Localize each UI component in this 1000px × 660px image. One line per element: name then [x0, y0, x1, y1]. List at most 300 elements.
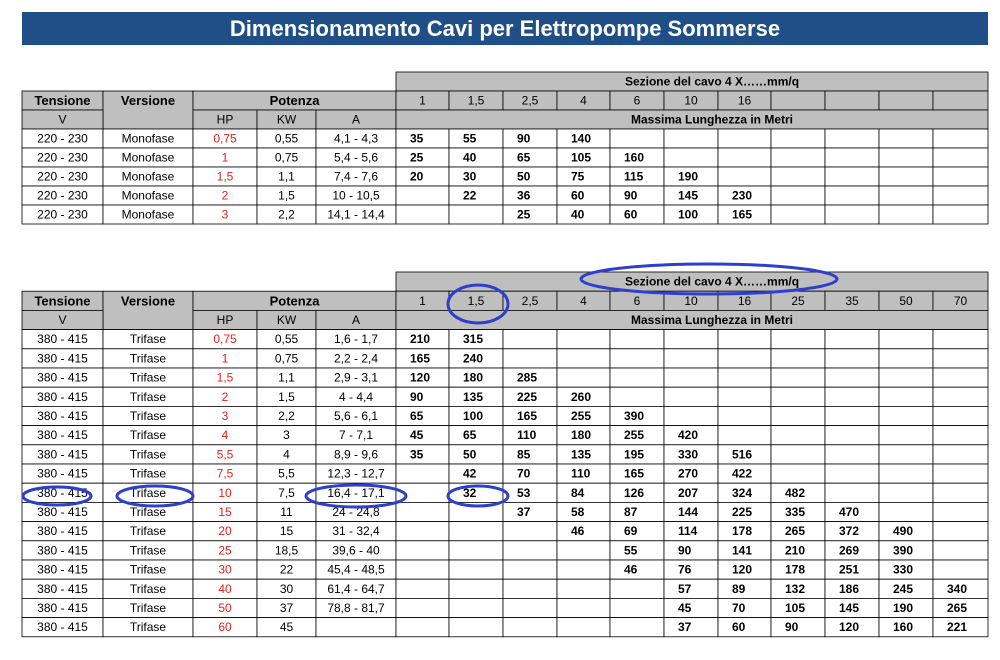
max-length-value: 120	[410, 370, 431, 385]
table-cell	[933, 368, 988, 387]
hp-value: 2	[221, 188, 229, 203]
table-cell	[825, 148, 879, 167]
max-length-value: 422	[732, 466, 753, 481]
table-cell	[825, 368, 879, 387]
tensione-value: 380 - 415	[37, 447, 88, 462]
table-cell	[718, 167, 771, 186]
max-length-value: 420	[678, 428, 699, 443]
table-cell	[933, 349, 988, 368]
table-cell	[449, 579, 503, 598]
versione-value: Trifase	[129, 543, 167, 558]
max-length-value: 65	[517, 150, 531, 165]
max-length-value: 178	[785, 562, 806, 577]
table-cell	[316, 618, 396, 637]
max-length-value: 190	[678, 169, 699, 184]
table-cell	[449, 618, 503, 637]
table-cell	[933, 186, 988, 205]
table-cell	[449, 522, 503, 541]
kw-value: 11	[280, 505, 293, 519]
max-length-value: 87	[624, 505, 638, 519]
table-cell	[771, 205, 825, 224]
max-length-value: 330	[678, 447, 699, 462]
cable-size-label: 6	[633, 293, 641, 308]
max-length-value: 126	[624, 485, 645, 500]
table-cell	[879, 406, 933, 425]
kw-value: 4	[283, 447, 290, 462]
table-cell	[557, 541, 610, 560]
table-cell	[771, 349, 825, 368]
kw-value: 37	[279, 601, 294, 615]
table-cell	[933, 129, 988, 148]
max-length-value: 120	[839, 620, 860, 635]
versione-value: Trifase	[129, 581, 167, 596]
kw-value: 15	[279, 524, 294, 539]
versione-value: Monofase	[121, 207, 175, 222]
table-cell	[825, 186, 879, 205]
versione-value: Trifase	[129, 351, 167, 366]
table-cell	[879, 464, 933, 483]
max-length-value: 135	[571, 447, 592, 462]
cable-size-label: 1	[419, 293, 426, 308]
ampere-value: 12,3 - 12,7	[327, 466, 385, 481]
kw-value: 45	[279, 620, 294, 635]
tensione-value: 380 - 415	[37, 466, 88, 481]
max-length-value: 90	[678, 543, 692, 558]
table-cell	[503, 579, 557, 598]
max-length-value: 32	[463, 485, 477, 500]
ampere-value: 39,6 - 40	[332, 543, 380, 558]
max-length-value: 330	[893, 562, 914, 577]
max-length-value: 105	[571, 150, 592, 165]
table-cell	[718, 129, 771, 148]
table-cell	[449, 205, 503, 224]
max-length-value: 36	[517, 188, 531, 203]
max-length-value: 22	[463, 188, 477, 203]
cable-size-label: 10	[684, 93, 698, 108]
versione-value: Monofase	[121, 188, 175, 203]
potenza-header: Potenza	[269, 293, 320, 309]
table-cell	[557, 598, 610, 617]
table-cell	[933, 406, 988, 425]
table-cell	[396, 464, 449, 483]
table-cell	[664, 406, 718, 425]
table-cell	[771, 330, 825, 349]
table-cell	[664, 387, 718, 406]
max-length-value: 516	[732, 447, 753, 462]
tensione-value: 380 - 415	[37, 485, 88, 500]
max-length-value: 76	[678, 562, 692, 577]
table-cell	[825, 349, 879, 368]
max-length-value: 40	[463, 150, 477, 165]
table-cell	[396, 560, 449, 579]
table-cell	[557, 349, 610, 368]
tensione-value: 220 - 230	[37, 207, 88, 222]
unit-a-label: A	[351, 112, 361, 127]
table-cell	[610, 330, 664, 349]
table-cell	[449, 541, 503, 560]
table-cell	[879, 129, 933, 148]
tensione-value: 380 - 415	[37, 524, 88, 539]
table-cell	[825, 464, 879, 483]
table-cell	[718, 406, 771, 425]
max-length-value: 160	[893, 620, 914, 635]
hp-value: 60	[218, 620, 232, 635]
max-length-value: 210	[785, 543, 806, 558]
table-cell	[610, 349, 664, 368]
table-cell	[879, 387, 933, 406]
max-length-value: 110	[571, 466, 591, 481]
max-length-value: 45	[678, 601, 692, 615]
max-length-value: 225	[732, 505, 753, 519]
max-length-value: 85	[517, 447, 531, 462]
tensione-value: 380 - 415	[37, 428, 88, 443]
max-length-value: 75	[571, 169, 585, 184]
tensione-value: 380 - 415	[37, 581, 88, 596]
cable-size-header-cell	[933, 91, 988, 110]
max-length-value: 30	[463, 169, 477, 184]
max-length-value: 65	[410, 409, 424, 423]
unit-kw-label: KW	[276, 313, 297, 327]
versione-value: Trifase	[129, 620, 167, 635]
tensione-value: 380 - 415	[37, 543, 88, 558]
max-length-value: 390	[624, 409, 645, 423]
max-length-value: 89	[732, 581, 746, 596]
table-cell	[718, 426, 771, 445]
kw-value: 1,1	[278, 169, 295, 184]
table-cell	[664, 148, 718, 167]
cable-size-label: 10	[684, 293, 698, 308]
table-cell	[610, 598, 664, 617]
cable-size-label: 1,5	[467, 93, 485, 108]
versione-value: Trifase	[129, 428, 167, 443]
kw-value: 1,5	[278, 188, 295, 203]
table-cell	[879, 502, 933, 521]
max-length-value: 145	[839, 601, 860, 615]
max-length-value: 100	[463, 409, 484, 423]
table-cell	[771, 148, 825, 167]
max-length-value: 45	[410, 428, 424, 443]
table-cell	[771, 426, 825, 445]
max-length-value: 285	[517, 370, 538, 385]
max-length-value: 60	[571, 188, 585, 203]
max-length-value: 165	[624, 466, 645, 481]
table-cell	[396, 598, 449, 617]
table-cell	[879, 330, 933, 349]
ampere-value: 2,2 - 2,4	[333, 351, 379, 366]
table-cell	[771, 445, 825, 464]
versione-value: Trifase	[129, 485, 167, 500]
ampere-value: 10 - 10,5	[332, 188, 380, 203]
hp-value: 2	[221, 389, 229, 404]
hp-value: 50	[218, 601, 232, 615]
table-cell	[396, 205, 449, 224]
table-cell	[664, 330, 718, 349]
max-length-value: 145	[678, 188, 699, 203]
hp-value: 30	[218, 562, 232, 577]
table-cell	[933, 167, 988, 186]
table-cell	[503, 522, 557, 541]
ampere-value: 4 - 4,4	[338, 389, 374, 404]
table-cell	[825, 129, 879, 148]
max-length-value: 335	[785, 505, 806, 519]
ampere-value: 31 - 32,4	[332, 524, 380, 539]
max-length-value: 270	[678, 466, 699, 481]
table-cell	[879, 426, 933, 445]
table-cell	[503, 618, 557, 637]
max-length-value: 60	[732, 620, 746, 635]
max-length-value: 58	[571, 505, 585, 519]
hp-value: 1,5	[216, 370, 234, 385]
hp-value: 1,5	[216, 169, 234, 184]
table-cell	[825, 387, 879, 406]
table-cell	[557, 330, 610, 349]
versione-value: Trifase	[129, 562, 167, 577]
max-length-value: 470	[839, 505, 860, 519]
max-length-value: 115	[624, 169, 644, 184]
max-length-value: 207	[678, 485, 699, 500]
max-length-value: 186	[839, 581, 860, 596]
cable-size-label: 25	[791, 293, 805, 308]
table-cell	[825, 426, 879, 445]
cable-size-label: 35	[845, 293, 859, 308]
ampere-value: 45,4 - 48,5	[327, 562, 385, 577]
table-cell	[718, 330, 771, 349]
ampere-value: 16,4 - 17,1	[327, 485, 385, 500]
table-cell	[557, 368, 610, 387]
table-cell	[718, 368, 771, 387]
max-length-value: 265	[785, 524, 806, 539]
max-length-value: 42	[463, 466, 477, 481]
hp-value: 25	[218, 543, 232, 558]
max-length-value: 114	[678, 524, 698, 539]
table-cell	[879, 483, 933, 502]
table-cell	[557, 618, 610, 637]
ampere-value: 5,4 - 5,6	[333, 150, 379, 165]
table-cell	[449, 560, 503, 579]
table-cell	[503, 349, 557, 368]
max-length-value: 255	[624, 428, 645, 443]
hp-value: 0,75	[213, 332, 237, 347]
max-length-value: 90	[785, 620, 799, 635]
max-length-value: 165	[517, 409, 538, 423]
max-length-value: 70	[732, 601, 746, 615]
table-cell	[664, 349, 718, 368]
max-length-value: 195	[624, 447, 645, 462]
cable-size-header-cell	[825, 91, 879, 110]
section-header-label: Sezione del cavo 4 X……mm/q	[624, 74, 800, 89]
hp-value: 15	[218, 505, 232, 519]
tensione-header: Tensione	[34, 293, 91, 309]
tensione-value: 380 - 415	[37, 505, 88, 519]
max-length-value: 35	[410, 447, 424, 462]
table-cell	[825, 483, 879, 502]
potenza-header: Potenza	[269, 93, 320, 108]
kw-value: 2,2	[278, 409, 295, 423]
max-length-value: 269	[839, 543, 860, 558]
max-length-value: 255	[571, 409, 592, 423]
versione-value: Trifase	[129, 524, 167, 539]
max-length-value: 135	[463, 389, 484, 404]
max-length-value: 265	[947, 601, 968, 615]
unit-hp-label: HP	[216, 112, 234, 127]
table-cell	[664, 129, 718, 148]
cable-size-label: 2,5	[521, 293, 539, 308]
max-length-value: 324	[732, 485, 753, 500]
table-cell	[771, 464, 825, 483]
max-length-value: 84	[571, 485, 585, 500]
table-cell	[879, 368, 933, 387]
max-length-value: 230	[732, 188, 753, 203]
table-cell	[933, 522, 988, 541]
table-cell	[933, 483, 988, 502]
ampere-value: 2,9 - 3,1	[333, 370, 379, 385]
hp-value: 7,5	[216, 466, 234, 481]
max-length-value: 100	[678, 207, 699, 222]
section-header-label: Sezione del cavo 4 X……mm/q	[624, 274, 800, 289]
table-cell	[933, 205, 988, 224]
kw-value: 1,1	[278, 370, 295, 385]
max-length-value: 20	[410, 169, 424, 184]
max-length-value: 240	[463, 351, 484, 366]
table-cell	[879, 445, 933, 464]
max-length-value: 46	[624, 562, 638, 577]
hp-value: 1	[221, 150, 229, 165]
ampere-value: 7 - 7,1	[338, 428, 374, 443]
kw-value: 0,75	[274, 150, 299, 165]
versione-value: Trifase	[129, 389, 167, 404]
cable-size-label: 16	[737, 293, 752, 308]
table-cell	[610, 368, 664, 387]
max-length-value: 46	[571, 524, 585, 539]
table-cell	[396, 522, 449, 541]
table-cell	[396, 541, 449, 560]
tensione-value: 380 - 415	[37, 562, 88, 577]
table-cell	[933, 330, 988, 349]
table-cell	[933, 541, 988, 560]
max-length-value: 50	[463, 447, 477, 462]
table-cell	[610, 618, 664, 637]
table-cell	[933, 148, 988, 167]
subheader-label: Massima Lunghezza in Metri	[630, 313, 794, 327]
table-cell	[771, 167, 825, 186]
max-length-value: 225	[517, 389, 538, 404]
cable-size-header-cell	[879, 91, 933, 110]
ampere-value: 8,9 - 9,6	[333, 447, 379, 462]
ampere-value: 1,6 - 1,7	[333, 332, 379, 347]
versione-value: Trifase	[129, 447, 167, 462]
table-cell	[879, 349, 933, 368]
page-title: Dimensionamento Cavi per Elettropompe Sommerse	[22, 12, 988, 45]
ampere-value: 4,1 - 4,3	[333, 131, 379, 146]
versione-header: Versione	[120, 93, 176, 108]
ampere-value: 5,6 - 6,1	[333, 409, 379, 423]
table-cell	[879, 186, 933, 205]
versione-value: Trifase	[129, 601, 167, 615]
tensione-value: 380 - 415	[37, 332, 88, 347]
table-cell	[933, 426, 988, 445]
max-length-value: 55	[624, 543, 638, 558]
table-cell	[396, 502, 449, 521]
max-length-value: 120	[732, 562, 753, 577]
tensione-value: 380 - 415	[37, 351, 88, 366]
versione-value: Trifase	[129, 332, 167, 347]
max-length-value: 178	[732, 524, 753, 539]
tensione-value: 380 - 415	[37, 370, 88, 385]
table-cell	[771, 406, 825, 425]
table-cell	[610, 387, 664, 406]
hp-value: 5,5	[216, 447, 234, 462]
max-length-value: 132	[785, 581, 806, 596]
max-length-value: 57	[678, 581, 692, 596]
max-length-value: 50	[517, 169, 531, 184]
table-cell	[825, 406, 879, 425]
table-cell	[610, 129, 664, 148]
max-length-value: 340	[947, 581, 968, 596]
table-cell	[933, 502, 988, 521]
max-length-value: 210	[410, 332, 431, 347]
max-length-value: 53	[517, 485, 531, 500]
table-cell	[503, 330, 557, 349]
max-length-value: 65	[463, 428, 477, 443]
versione-value: Monofase	[121, 150, 175, 165]
max-length-value: 90	[517, 131, 531, 146]
hp-value: 3	[221, 409, 229, 423]
cable-size-label: 70	[953, 293, 968, 308]
table-cell	[610, 579, 664, 598]
tensione-value: 220 - 230	[37, 188, 88, 203]
ampere-value: 14,1 - 14,4	[327, 207, 385, 222]
max-length-value: 40	[571, 207, 585, 222]
max-length-value: 60	[624, 207, 638, 222]
table-cell	[825, 445, 879, 464]
table-cell	[503, 560, 557, 579]
table-cell	[557, 560, 610, 579]
max-length-value: 221	[947, 620, 968, 635]
table-cell	[718, 148, 771, 167]
max-length-value: 140	[571, 131, 592, 146]
kw-value: 1,5	[278, 389, 295, 404]
max-length-value: 55	[463, 131, 477, 146]
table-cell	[825, 330, 879, 349]
max-length-value: 160	[624, 150, 645, 165]
ampere-value: 78,8 - 81,7	[327, 601, 385, 615]
table-cell	[825, 167, 879, 186]
cable-size-label: 50	[899, 293, 913, 308]
cable-size-label: 4	[580, 93, 587, 108]
max-length-value: 37	[517, 505, 531, 519]
kw-value: 0,55	[274, 332, 299, 347]
max-length-value: 141	[732, 543, 753, 558]
max-length-value: 144	[678, 505, 699, 519]
cable-size-label: 4	[580, 293, 587, 308]
tensione-value: 380 - 415	[37, 601, 88, 615]
table-cell	[771, 129, 825, 148]
cable-size-label: 2,5	[521, 93, 539, 108]
table-cell	[879, 167, 933, 186]
table-cell	[933, 445, 988, 464]
table-cell	[771, 387, 825, 406]
versione-value: Trifase	[129, 370, 167, 385]
table-cell	[879, 148, 933, 167]
table-cell	[933, 387, 988, 406]
table-cell	[396, 579, 449, 598]
kw-value: 3	[283, 428, 290, 443]
versione-value: Monofase	[121, 131, 175, 146]
ampere-value: 24 - 24,8	[332, 505, 380, 519]
table-cell	[449, 598, 503, 617]
hp-value: 20	[218, 524, 232, 539]
unit-hp-label: HP	[216, 313, 234, 327]
